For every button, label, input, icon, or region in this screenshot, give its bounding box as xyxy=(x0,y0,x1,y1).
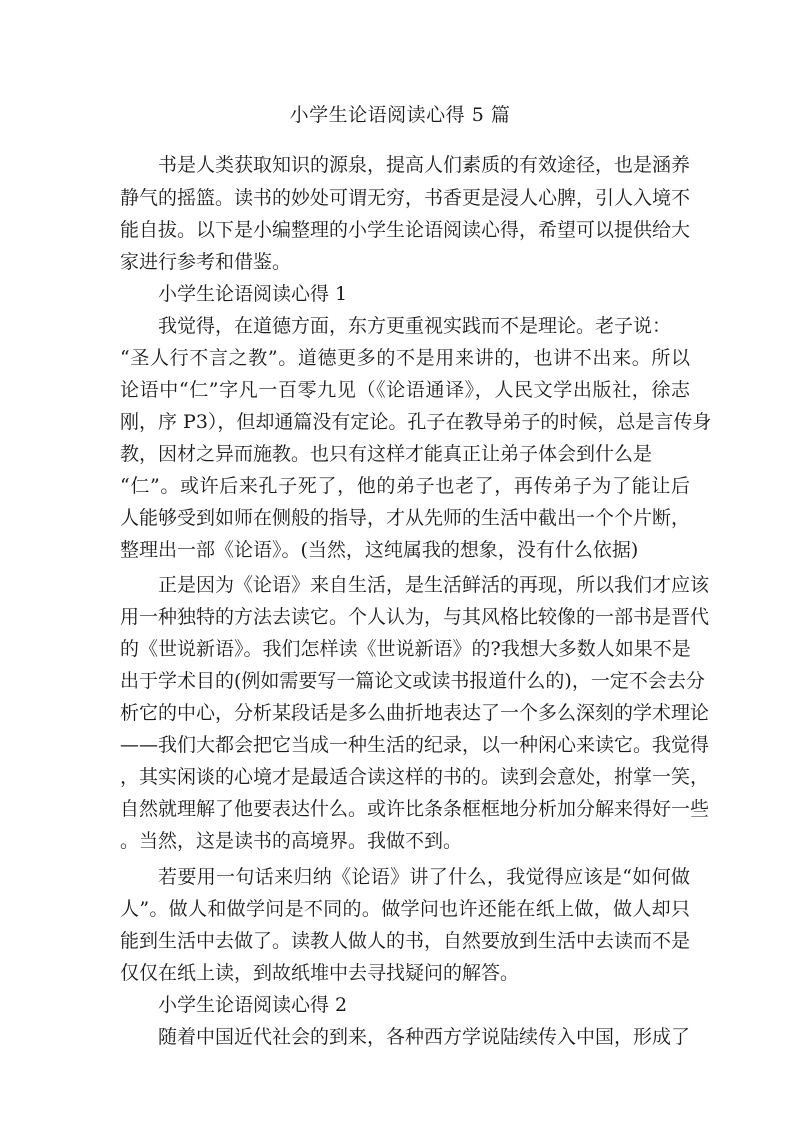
paragraph-line: 刚，序 P3），但却通篇没有定论。孔子在教导弟子的时候，总是言传身 xyxy=(120,411,712,433)
paragraph-line: “圣人行不言之教”。道德更多的不是用来讲的，也讲不出来。所以 xyxy=(120,347,690,369)
section-heading: 小学生论语阅读心得 2 xyxy=(158,994,348,1016)
paragraph-line: “仁”。或许后来孔子死了，他的弟子也老了，再传弟子为了能让后 xyxy=(120,475,690,497)
paragraph-line: 仅仅在纸上读，到故纸堆中去寻找疑问的解答。 xyxy=(120,962,520,984)
paragraph-line: 自然就理解了他要表达什么。或许比条条框框地分析加分解来得好一些 xyxy=(120,798,710,820)
paragraph-line: 我觉得，在道德方面，东方更重视实践而不是理论。老子说： xyxy=(158,315,672,337)
paragraph-line: 人”。做人和做学问是不同的。做学问也许还能在纸上做，做人却只 xyxy=(120,898,690,920)
paragraph-line: 。当然，这是读书的高境界。我做不到。 xyxy=(120,830,463,852)
paragraph-line: 析它的中心，分析某段话是多么曲折地表达了一个多么深刻的学术理论 xyxy=(120,702,710,724)
paragraph-line: 能自拔。以下是小编整理的小学生论语阅读心得，希望可以提供给大 xyxy=(120,219,691,241)
section-heading: 小学生论语阅读心得 1 xyxy=(158,283,348,305)
paragraph-line: 人能够受到如师在侧般的指导，才从先师的生活中截出一个个片断， xyxy=(120,507,691,529)
paragraph-line: 能到生活中去做了。读教人做人的书，自然要放到生活中去读而不是 xyxy=(120,930,691,952)
paragraph-line: 出于学术目的(例如需要写一篇论文或读书报道什么的)，一定不会去分 xyxy=(120,670,705,692)
paragraph-line: 的《世说新语》。我们怎样读《世说新语》的?我想大多数人如果不是 xyxy=(120,638,691,660)
paragraph-line: 整理出一部《论语》。(当然，这纯属我的想象，没有什么依据) xyxy=(120,539,639,561)
document-title: 小学生论语阅读心得 5 篇 xyxy=(289,104,511,126)
paragraph-line: 若要用一句话来归纳《论语》讲了什么，我觉得应该是“如何做 xyxy=(158,866,690,888)
paragraph-line: 论语中“仁”字凡一百零九见（《论语通译》，人民文学出版社，徐志 xyxy=(120,379,690,401)
paragraph-line: 教，因材之异而施教。也只有这样才能真正让弟子体会到什么是 xyxy=(120,443,653,465)
paragraph-line: 正是因为《论语》来自生活，是生活鲜活的再现，所以我们才应该 xyxy=(158,574,710,596)
paragraph-line: 书是人类获取知识的源泉，提高人们素质的有效途径，也是涵养 xyxy=(158,154,691,176)
paragraph-line: 随着中国近代社会的到来，各种西方学说陆续传入中国，形成了 xyxy=(158,1026,691,1048)
paragraph-line: ，其实闲谈的心境才是最适合读这样的书的。读到会意处，拊掌一笑， xyxy=(120,766,710,788)
paragraph-line: 用一种独特的方法去读它。个人认为，与其风格比较像的一部书是晋代 xyxy=(120,606,710,628)
paragraph-line: 静气的摇篮。读书的妙处可谓无穷，书香更是浸人心脾，引人入境不 xyxy=(120,187,691,209)
paragraph-line: ——我们大都会把它当成一种生活的纪录，以一种闲心来读它。我觉得 xyxy=(120,734,710,756)
paragraph-line: 家进行参考和借鉴。 xyxy=(120,251,292,273)
